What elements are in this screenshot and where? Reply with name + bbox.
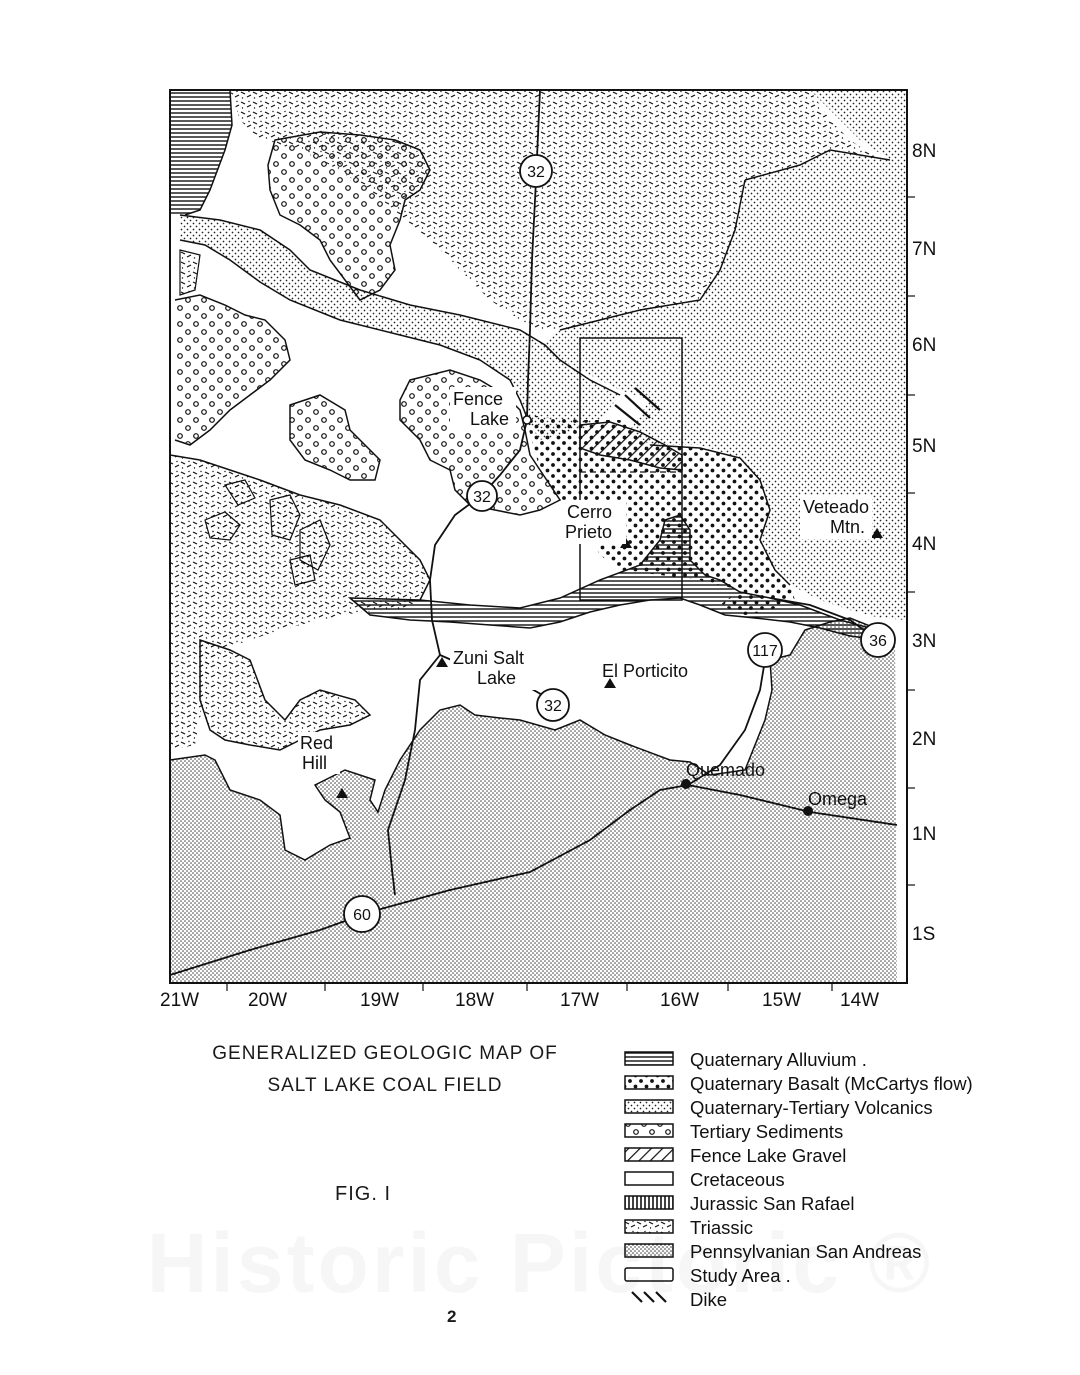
highway-number: 117 (752, 643, 778, 660)
legend-label: Tertiary Sediments (690, 1121, 844, 1142)
highway-number: 36 (869, 633, 887, 650)
quemado-dot (681, 779, 691, 789)
range-label: 17W (560, 990, 600, 1011)
legend-swatch-cretaceous (625, 1172, 673, 1185)
township-label: 8N (912, 141, 937, 162)
range-ticks (227, 983, 832, 991)
place-label-omega: Omega (808, 789, 868, 809)
place-label-el-porticito: El Porticito (602, 661, 689, 681)
range-label: 15W (762, 990, 802, 1011)
legend-swatch-volcanics (625, 1100, 673, 1113)
watermark (60, 1215, 1020, 1312)
legend-label: Triassic (690, 1217, 754, 1238)
township-label: 3N (912, 631, 937, 652)
range-label: 18W (455, 990, 495, 1011)
legend-label: Quaternary-Tertiary Volcanics (690, 1097, 933, 1118)
figure-label: FIG. I (335, 1183, 391, 1205)
township-label: 1S (912, 924, 936, 945)
range-label: 21W (160, 990, 200, 1011)
township-labels (912, 141, 936, 945)
legend-label: Quaternary Alluvium . (690, 1049, 867, 1070)
place-label-fence-lake: Fence (453, 389, 504, 409)
range-label: 19W (360, 990, 400, 1011)
legend-swatch-gravel (625, 1148, 673, 1161)
township-label: 1N (912, 824, 937, 845)
place-label-zuni-salt-lake: Lake (477, 668, 517, 688)
highway-number: 32 (473, 489, 491, 506)
map-title-line1: GENERALIZED GEOLOGIC MAP OF (212, 1043, 558, 1064)
place-label-veteado-mtn: Mtn. (830, 517, 866, 537)
legend-swatch-tertiary (625, 1124, 673, 1137)
legend-swatch-basalt (625, 1076, 673, 1089)
legend-label: Cretaceous (690, 1169, 785, 1190)
page-number: 2 (447, 1307, 457, 1326)
township-label: 4N (912, 534, 937, 555)
legend-swatch-jurassic (625, 1196, 673, 1209)
map-title-line2: SALT LAKE COAL FIELD (267, 1075, 503, 1096)
legend-label: Pennsylvanian San Andreas (690, 1241, 922, 1262)
place-label-veteado-mtn: Veteado (803, 497, 870, 517)
legend-label: Dike (690, 1289, 728, 1310)
highway-number: 60 (353, 907, 371, 924)
range-labels (160, 990, 879, 1011)
township-label: 2N (912, 729, 937, 750)
map-title (190, 1038, 580, 1102)
place-label-cerro-prieto: Cerro (567, 502, 613, 522)
township-label: 5N (912, 436, 937, 457)
fence-lake-marker (523, 416, 531, 424)
highway-number: 32 (544, 698, 562, 715)
place-label-red-hill: Red (300, 733, 334, 753)
legend-label: Fence Lake Gravel (690, 1145, 847, 1166)
legend-label: Study Area . (690, 1265, 791, 1286)
township-label: 7N (912, 239, 937, 260)
place-label-red-hill: Hill (302, 753, 327, 773)
legend-label: Quaternary Basalt (McCartys flow) (690, 1073, 973, 1094)
legend-label: Jurassic San Rafael (690, 1193, 855, 1214)
township-label: 6N (912, 335, 937, 356)
place-label-cerro-prieto: Prieto (565, 522, 613, 542)
place-label-fence-lake: Lake (470, 409, 510, 429)
legend-swatch-alluvium (625, 1052, 673, 1065)
place-label-zuni-salt-lake: Zuni Salt (453, 648, 525, 668)
range-label: 20W (248, 990, 288, 1011)
range-label: 14W (840, 990, 880, 1011)
place-label-quemado: Quemado (686, 760, 766, 780)
range-label: 16W (660, 990, 700, 1011)
highway-number: 32 (527, 164, 545, 181)
